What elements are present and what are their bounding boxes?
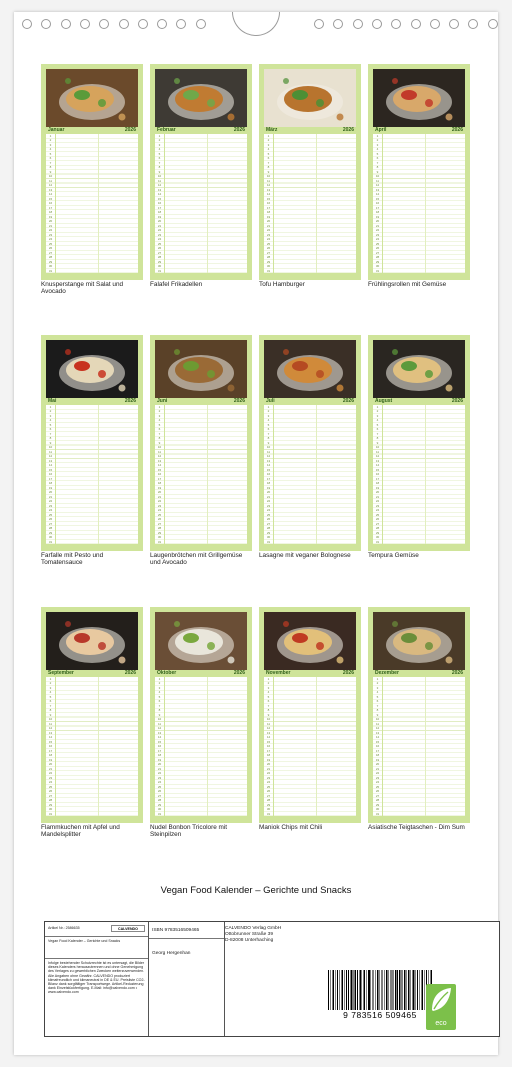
day-numbers: 1 2 3 4 5 6 7 8 9 10 11 12 13 14 15 16 17 18 19 20 21 22 23 24 25 26 27 28 29 30 31 bbox=[157, 677, 162, 816]
month-header bbox=[373, 670, 465, 677]
info-col-2 bbox=[149, 922, 225, 1036]
month-name: Mai bbox=[48, 398, 57, 404]
publisher-street: Ottobrunner Straße 39 bbox=[225, 932, 273, 937]
month-header bbox=[155, 127, 247, 134]
month-header bbox=[46, 670, 138, 677]
food-photo bbox=[46, 612, 138, 670]
photo-caption: Tofu Hamburger bbox=[259, 281, 305, 288]
month-panel bbox=[368, 607, 470, 823]
day-numbers: 1 2 3 4 5 6 7 8 9 10 11 12 13 14 15 16 17 18 19 20 21 22 23 24 25 26 27 28 29 30 31 bbox=[48, 677, 53, 816]
month-year: 2026 bbox=[451, 127, 463, 133]
day-grid bbox=[46, 677, 138, 816]
month-year: 2026 bbox=[451, 398, 463, 404]
photo-caption: Flammkuchen mit Apfel und Mandelsplitter bbox=[41, 824, 120, 839]
month-year: 2026 bbox=[451, 670, 463, 676]
binding-ring bbox=[61, 19, 71, 29]
month-header bbox=[373, 398, 465, 405]
publisher-name: CALVENDO Verlag GmbH bbox=[225, 926, 282, 931]
month-name: März bbox=[266, 127, 278, 133]
photo-caption: Maniok Chips mit Chili bbox=[259, 824, 323, 831]
binding-ring bbox=[80, 19, 90, 29]
month-name: Juni bbox=[157, 398, 168, 404]
month-header bbox=[46, 398, 138, 405]
month-panel bbox=[150, 64, 252, 280]
day-grid bbox=[264, 134, 356, 273]
month-panel bbox=[41, 64, 143, 280]
photo-caption: Falafel Frikadellen bbox=[150, 281, 203, 288]
day-numbers: 1 2 3 4 5 6 7 8 9 10 11 12 13 14 15 16 17 18 19 20 21 22 23 24 25 26 27 28 29 30 31 bbox=[375, 405, 380, 544]
month-panel bbox=[368, 335, 470, 551]
disclaimer-text: Infolge bestehender Schutzrechte ist es untersagt, die Bilder dieses Kalenders herauszutrennen und ohne Genehmigung des Verlages zu gewerblichen Zwecken weiterzuverwenden. Alle Angaben ohne Gewähr. CALVENDO produziert klimafreundlich und klimaneutral in DE & EU. Preisliste CO2-Bilanz dank sorgfältiger Transportwege. Artikel-Reduzierung dank Einzelstückfertigung. E-Mail: info@calvendo.com • www.calvendo.com bbox=[48, 961, 145, 995]
month-name: Dezember bbox=[375, 670, 399, 676]
day-grid bbox=[46, 405, 138, 544]
product-name: Vegan Food Kalender – Gerichte und Snacks bbox=[48, 939, 121, 943]
day-numbers: 1 2 3 4 5 6 7 8 9 10 11 12 13 14 15 16 17 18 19 20 21 22 23 24 25 26 27 28 29 30 31 bbox=[375, 677, 380, 816]
photo-caption: Knusperstange mit Salat und Avocado bbox=[41, 281, 124, 296]
food-photo bbox=[264, 340, 356, 398]
month-header bbox=[264, 398, 356, 405]
day-numbers: 1 2 3 4 5 6 7 8 9 10 11 12 13 14 15 16 17 18 19 20 21 22 23 24 25 26 27 28 29 30 31 bbox=[266, 134, 271, 273]
month-name: November bbox=[266, 670, 291, 676]
food-photo bbox=[46, 69, 138, 127]
month-year: 2026 bbox=[233, 127, 245, 133]
calendar-title: Vegan Food Kalender – Gerichte und Snacks bbox=[160, 885, 352, 896]
month-header bbox=[155, 670, 247, 677]
photo-caption: Lasagne mit veganer Bolognese bbox=[259, 552, 351, 559]
day-grid bbox=[46, 134, 138, 273]
month-header bbox=[264, 670, 356, 677]
photo-caption: Asiatische Teigtaschen - Dim Sum bbox=[368, 824, 465, 831]
photo-caption: Tempura Gemüse bbox=[368, 552, 419, 559]
month-header bbox=[155, 398, 247, 405]
day-numbers: 1 2 3 4 5 6 7 8 9 10 11 12 13 14 15 16 17 18 19 20 21 22 23 24 25 26 27 28 29 30 31 bbox=[48, 405, 53, 544]
day-numbers: 1 2 3 4 5 6 7 8 9 10 11 12 13 14 15 16 17 18 19 20 21 22 23 24 25 26 27 28 29 30 31 bbox=[266, 405, 271, 544]
day-numbers: 1 2 3 4 5 6 7 8 9 10 11 12 13 14 15 16 17 18 19 20 21 22 23 24 25 26 27 28 29 30 31 bbox=[157, 134, 162, 273]
day-numbers: 1 2 3 4 5 6 7 8 9 10 11 12 13 14 15 16 17 18 19 20 21 22 23 24 25 26 27 28 29 30 31 bbox=[375, 134, 380, 273]
month-name: Januar bbox=[48, 127, 65, 133]
binding-ring bbox=[314, 19, 324, 29]
isbn: ISBN 9783516509465 bbox=[152, 928, 200, 933]
food-photo bbox=[155, 69, 247, 127]
day-grid bbox=[264, 405, 356, 544]
month-header bbox=[46, 127, 138, 134]
day-grid bbox=[373, 405, 465, 544]
month-panel bbox=[150, 335, 252, 551]
photo-caption: Nudel Bonbon Tricolore mit Steinpilzen bbox=[150, 824, 228, 839]
month-year: 2026 bbox=[124, 398, 136, 404]
month-panel bbox=[259, 335, 361, 551]
food-photo bbox=[264, 612, 356, 670]
month-year: 2026 bbox=[233, 398, 245, 404]
day-grid bbox=[264, 677, 356, 816]
food-photo bbox=[46, 340, 138, 398]
info-col-1 bbox=[45, 922, 149, 1036]
binding-ring bbox=[22, 19, 32, 29]
barcode-number: 9 783516 509465 bbox=[343, 1010, 417, 1020]
month-year: 2026 bbox=[233, 670, 245, 676]
author: Georg Hergenhan bbox=[152, 951, 191, 956]
food-photo bbox=[373, 69, 465, 127]
month-year: 2026 bbox=[124, 670, 136, 676]
day-numbers: 1 2 3 4 5 6 7 8 9 10 11 12 13 14 15 16 17 18 19 20 21 22 23 24 25 26 27 28 29 30 31 bbox=[48, 134, 53, 273]
month-panel bbox=[41, 335, 143, 551]
binding-ring bbox=[488, 19, 498, 29]
month-name: September bbox=[48, 670, 74, 676]
photo-caption: Frühlingsrollen mit Gemüse bbox=[368, 281, 447, 288]
publisher-city: D-82008 Unterhaching bbox=[225, 938, 274, 943]
month-header bbox=[373, 127, 465, 134]
food-photo bbox=[264, 69, 356, 127]
month-panel bbox=[368, 64, 470, 280]
binding-ring bbox=[372, 19, 382, 29]
month-header bbox=[264, 127, 356, 134]
day-numbers: 1 2 3 4 5 6 7 8 9 10 11 12 13 14 15 16 17 18 19 20 21 22 23 24 25 26 27 28 29 30 31 bbox=[157, 405, 162, 544]
leaf-icon bbox=[426, 984, 456, 1016]
photo-caption: Farfalle mit Pesto und Tomatensauce bbox=[41, 552, 104, 567]
food-photo bbox=[155, 612, 247, 670]
binding-ring bbox=[411, 19, 421, 29]
month-year: 2026 bbox=[342, 398, 354, 404]
barcode bbox=[328, 970, 432, 1022]
month-year: 2026 bbox=[342, 670, 354, 676]
binding-ring bbox=[119, 19, 129, 29]
month-name: April bbox=[375, 127, 387, 133]
day-grid bbox=[373, 677, 465, 816]
month-panel bbox=[259, 607, 361, 823]
day-grid bbox=[155, 405, 247, 544]
brand-logo: CALVENDO bbox=[111, 925, 145, 932]
day-grid bbox=[155, 677, 247, 816]
binding-ring bbox=[430, 19, 440, 29]
publisher-block bbox=[225, 926, 335, 944]
food-photo bbox=[373, 340, 465, 398]
month-panel bbox=[259, 64, 361, 280]
binding-ring bbox=[353, 19, 363, 29]
article-number: Artikel Nr.: 2586635 bbox=[48, 926, 80, 930]
month-name: Februar bbox=[157, 127, 176, 133]
month-year: 2026 bbox=[342, 127, 354, 133]
month-name: Juli bbox=[266, 398, 275, 404]
day-grid bbox=[373, 134, 465, 273]
binding-ring bbox=[196, 19, 206, 29]
day-numbers: 1 2 3 4 5 6 7 8 9 10 11 12 13 14 15 16 17 18 19 20 21 22 23 24 25 26 27 28 29 30 31 bbox=[266, 677, 271, 816]
month-panel bbox=[41, 607, 143, 823]
food-photo bbox=[155, 340, 247, 398]
month-year: 2026 bbox=[124, 127, 136, 133]
eco-label: eco bbox=[435, 1020, 447, 1027]
month-panel bbox=[150, 607, 252, 823]
eco-badge bbox=[426, 984, 456, 1030]
month-name: Oktober bbox=[157, 670, 177, 676]
food-photo bbox=[373, 612, 465, 670]
photo-caption: Laugenbrötchen mit Grillgemüse und Avocado bbox=[150, 552, 243, 567]
month-name: August bbox=[375, 398, 393, 404]
day-grid bbox=[155, 134, 247, 273]
binding-ring bbox=[138, 19, 148, 29]
